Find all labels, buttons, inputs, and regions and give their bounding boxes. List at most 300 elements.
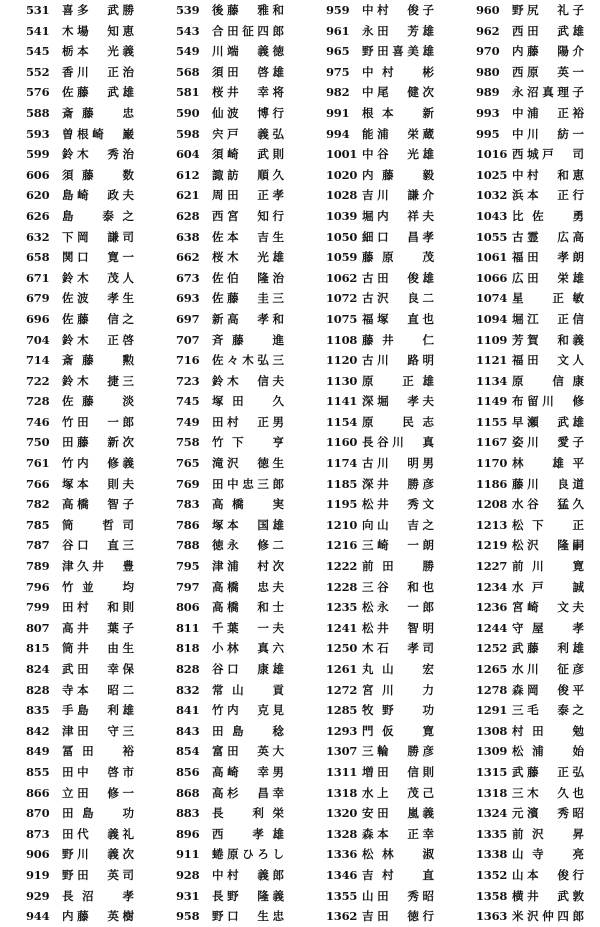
- entry-number: 928: [176, 867, 200, 882]
- entry-number: 962: [476, 23, 500, 38]
- entry-name: 内藤 陽介: [512, 44, 584, 59]
- list-item: [300, 124, 450, 145]
- list-item: [300, 659, 450, 680]
- entry-name: 長沼 孝: [62, 888, 134, 903]
- entry-name: 武藤 利雄: [512, 641, 584, 656]
- list-item: [0, 618, 150, 639]
- list-item: [300, 515, 450, 536]
- entry-name: 田中 啓市: [62, 764, 134, 779]
- entry-number: 626: [26, 208, 50, 223]
- entry-name: 島 泰之: [62, 208, 134, 223]
- list-item: [450, 659, 600, 680]
- list-item: [0, 577, 150, 598]
- entry-number: 552: [26, 64, 50, 79]
- list-item: [0, 597, 150, 618]
- entry-number: 1134: [476, 373, 508, 388]
- list-item: [300, 0, 450, 21]
- entry-number: 835: [26, 703, 50, 718]
- entry-number: 1320: [326, 806, 358, 821]
- entry-name: 星 正敏: [512, 291, 584, 306]
- entry-name: 高橋 実: [212, 497, 284, 512]
- entry-number: 1311: [326, 764, 358, 779]
- entry-name: 西田 武雄: [512, 23, 584, 38]
- entry-name: 佐本 吉生: [212, 229, 284, 244]
- entry-name: 横井 武敦: [512, 888, 584, 903]
- list-item: [300, 41, 450, 62]
- list-item: [450, 865, 600, 886]
- entry-name: 宍戸 義弘: [212, 126, 284, 141]
- list-item: [300, 741, 450, 762]
- list-item: [450, 391, 600, 412]
- entry-name: 増田 信則: [362, 764, 434, 779]
- list-item: [0, 185, 150, 206]
- entry-number: 1346: [326, 867, 358, 882]
- entry-name: 深井 勝彦: [362, 476, 434, 491]
- entry-number: 1222: [326, 559, 358, 574]
- list-item: [0, 124, 150, 145]
- entry-name: 周田 正孝: [212, 188, 284, 203]
- entry-name: 高橋 忠夫: [212, 579, 284, 594]
- entry-number: 797: [176, 579, 200, 594]
- entry-number: 1285: [326, 703, 358, 718]
- entry-name: 須田 啓雄: [212, 64, 284, 79]
- entry-number: 991: [326, 105, 350, 120]
- list-item: [0, 288, 150, 309]
- entry-name: 野口 生忠: [212, 909, 284, 924]
- entry-number: 1236: [476, 600, 508, 615]
- entry-name: 堀江 正信: [512, 311, 584, 326]
- list-item: [450, 906, 600, 927]
- entry-number: 1216: [326, 538, 358, 553]
- entry-number: 788: [176, 538, 200, 553]
- entry-name: 下岡 謙司: [62, 229, 134, 244]
- list-item: [450, 494, 600, 515]
- list-item: [450, 21, 600, 42]
- entry-name: 比佐 勇: [512, 208, 584, 223]
- entry-name: 須崎 武則: [212, 147, 284, 162]
- entry-name: 吉川 謙介: [362, 188, 434, 203]
- list-item: [450, 330, 600, 351]
- entry-name: 森本 正幸: [362, 826, 434, 841]
- list-item: [150, 721, 300, 742]
- list-item: [150, 803, 300, 824]
- list-item: [450, 432, 600, 453]
- entry-number: 1072: [326, 291, 358, 306]
- entry-number: 1032: [476, 188, 508, 203]
- entry-number: 749: [176, 414, 200, 429]
- entry-number: 1208: [476, 497, 508, 512]
- list-item: [300, 206, 450, 227]
- list-item: [150, 124, 300, 145]
- entry-name: 長野 隆義: [212, 888, 284, 903]
- list-item: [300, 886, 450, 907]
- entry-name: 谷口 直三: [62, 538, 134, 553]
- list-item: [150, 371, 300, 392]
- entry-name: 松下 正: [512, 517, 584, 532]
- entry-name: 内藤 毅: [362, 167, 434, 182]
- entry-name: 富田 英大: [212, 744, 284, 759]
- entry-number: 545: [26, 44, 50, 59]
- list-item: [300, 844, 450, 865]
- entry-number: 761: [26, 456, 50, 471]
- list-item: [0, 556, 150, 577]
- entry-number: 807: [26, 620, 50, 635]
- list-item: [0, 432, 150, 453]
- list-item: [450, 0, 600, 21]
- entry-name: 古霊 広高: [512, 229, 584, 244]
- entry-number: 1227: [476, 559, 508, 574]
- entry-number: 1318: [476, 785, 508, 800]
- list-item: [150, 680, 300, 701]
- entry-number: 1149: [476, 394, 508, 409]
- list-item: [0, 62, 150, 83]
- entry-name: 高崎 幸男: [212, 764, 284, 779]
- list-item: [300, 535, 450, 556]
- list-item: [300, 391, 450, 412]
- entry-number: 673: [176, 270, 200, 285]
- entry-number: 982: [326, 85, 350, 100]
- entry-name: 芳賀 和義: [512, 332, 584, 347]
- list-item: [450, 783, 600, 804]
- entry-name: 中尾 健次: [362, 85, 434, 100]
- entry-number: 1336: [326, 847, 358, 862]
- list-item: [300, 21, 450, 42]
- list-item: [300, 494, 450, 515]
- list-item: [450, 577, 600, 598]
- list-item: [150, 82, 300, 103]
- list-item: [450, 803, 600, 824]
- entry-name: 松林 淑: [362, 847, 434, 862]
- entry-number: 1167: [476, 435, 508, 450]
- list-item: [300, 577, 450, 598]
- entry-number: 868: [176, 785, 200, 800]
- entry-name: 佐伯 隆治: [212, 270, 284, 285]
- list-item: [450, 185, 600, 206]
- entry-number: 1307: [326, 744, 358, 759]
- entry-name: 村田 勉: [512, 723, 584, 738]
- entry-name: 永沼真理子: [512, 85, 584, 100]
- entry-name: 高橋 和士: [212, 600, 284, 615]
- entry-name: 原 正雄: [362, 373, 434, 388]
- list-item: [300, 474, 450, 495]
- entry-name: 津久井 豊: [62, 559, 134, 574]
- entry-number: 994: [326, 126, 350, 141]
- entry-number: 1155: [476, 414, 508, 429]
- list-column-4: [450, 0, 600, 927]
- entry-number: 1261: [326, 662, 358, 676]
- entry-name: 守屋 孝: [512, 620, 584, 635]
- entry-name: 堀内 祥夫: [362, 208, 434, 223]
- entry-name: 原 民志: [362, 414, 434, 429]
- list-item: [300, 824, 450, 845]
- entry-number: 696: [26, 311, 50, 326]
- list-item: [450, 144, 600, 165]
- entry-name: 前田 勝: [362, 559, 434, 574]
- entry-number: 1235: [326, 600, 358, 615]
- entry-number: 769: [176, 476, 200, 491]
- entry-number: 1061: [476, 250, 508, 265]
- list-item: [300, 412, 450, 433]
- list-item: [0, 700, 150, 721]
- entry-name: 栃本 光義: [62, 44, 134, 59]
- entry-number: 576: [26, 85, 50, 100]
- entry-number: 716: [176, 353, 200, 368]
- entry-number: 593: [26, 126, 50, 141]
- entry-number: 856: [176, 764, 200, 779]
- list-item: [0, 21, 150, 42]
- entry-name: 松沢 隆嗣: [512, 538, 584, 553]
- list-item: [450, 288, 600, 309]
- entry-number: 1328: [326, 826, 358, 841]
- entry-name: 寺本 昭二: [62, 682, 134, 697]
- entry-number: 911: [176, 847, 200, 862]
- list-item: [0, 41, 150, 62]
- entry-number: 1362: [326, 909, 358, 924]
- entry-number: 965: [326, 44, 350, 59]
- list-item: [300, 597, 450, 618]
- list-item: [0, 803, 150, 824]
- entry-number: 1228: [326, 579, 358, 594]
- list-item: [300, 185, 450, 206]
- entry-number: 541: [26, 23, 50, 38]
- entry-name: 安田 嵐義: [362, 806, 434, 821]
- entry-number: 796: [26, 579, 50, 594]
- entry-name: 島崎 政夫: [62, 188, 134, 203]
- entry-name: 西城戸 司: [512, 147, 584, 162]
- list-item: [450, 268, 600, 289]
- list-item: [450, 41, 600, 62]
- list-item: [300, 906, 450, 927]
- entry-number: 896: [176, 826, 200, 841]
- list-item: [150, 906, 300, 927]
- list-item: [0, 906, 150, 927]
- entry-name: 三毛 泰之: [512, 703, 584, 718]
- entry-name: 谷口 康雄: [212, 662, 284, 676]
- entry-number: 693: [176, 291, 200, 306]
- entry-number: 1318: [326, 785, 358, 800]
- list-item: [0, 0, 150, 21]
- entry-number: 1293: [326, 723, 358, 738]
- entry-number: 1043: [476, 208, 508, 223]
- list-item: [150, 268, 300, 289]
- list-item: [0, 535, 150, 556]
- entry-number: 919: [26, 867, 50, 882]
- list-item: [150, 185, 300, 206]
- list-item: [450, 556, 600, 577]
- list-item: [150, 844, 300, 865]
- list-item: [450, 227, 600, 248]
- list-item: [150, 618, 300, 639]
- list-item: [300, 309, 450, 330]
- entry-number: 811: [176, 620, 200, 635]
- list-item: [0, 783, 150, 804]
- entry-number: 989: [476, 85, 500, 100]
- entry-name: 諏訪 順久: [212, 167, 284, 182]
- list-item: [0, 638, 150, 659]
- entry-name: 水谷 猛久: [512, 497, 584, 512]
- entry-number: 815: [26, 641, 50, 656]
- entry-name: 藤井 仁: [362, 332, 434, 347]
- list-item: [300, 453, 450, 474]
- entry-number: 758: [176, 435, 200, 450]
- list-item: [0, 741, 150, 762]
- list-item: [150, 330, 300, 351]
- entry-number: 799: [26, 600, 50, 615]
- entry-number: 995: [476, 126, 500, 141]
- entry-number: 783: [176, 497, 200, 512]
- list-item: [300, 227, 450, 248]
- list-item: [0, 206, 150, 227]
- entry-number: 786: [176, 517, 200, 532]
- entry-number: 841: [176, 703, 200, 718]
- entry-number: 824: [26, 662, 50, 676]
- list-item: [300, 783, 450, 804]
- list-item: [450, 741, 600, 762]
- entry-name: 竹田 一郎: [62, 414, 134, 429]
- entry-number: 620: [26, 188, 50, 203]
- list-item: [150, 309, 300, 330]
- list-item: [0, 144, 150, 165]
- entry-number: 1352: [476, 867, 508, 882]
- list-item: [150, 597, 300, 618]
- entry-name: 西宮 知行: [212, 208, 284, 223]
- entry-name: 森岡 俊平: [512, 682, 584, 697]
- entry-name: 曽根崎 巌: [62, 126, 134, 141]
- entry-name: 中村 彬: [362, 64, 434, 79]
- list-item: [150, 535, 300, 556]
- entry-name: 香川 正治: [62, 64, 134, 79]
- entry-number: 1028: [326, 188, 358, 203]
- entry-name: 水川 征彦: [512, 662, 584, 676]
- list-item: [450, 515, 600, 536]
- entry-name: 筒 哲司: [62, 517, 134, 532]
- entry-name: 中村 和恵: [512, 167, 584, 182]
- entry-number: 707: [176, 332, 200, 347]
- entry-number: 1355: [326, 888, 358, 903]
- entry-number: 828: [26, 682, 50, 697]
- list-item: [450, 597, 600, 618]
- entry-number: 1016: [476, 147, 508, 162]
- entry-name: 米沢仲四郎: [512, 909, 584, 924]
- list-item: [450, 638, 600, 659]
- entry-name: 丸山 宏: [362, 662, 434, 676]
- list-item: [0, 82, 150, 103]
- entry-name: 竹内 克見: [212, 703, 284, 718]
- entry-name: 斎藤 勲: [62, 353, 134, 368]
- list-item: [450, 62, 600, 83]
- list-item: [0, 309, 150, 330]
- entry-number: 1210: [326, 517, 358, 532]
- list-item: [150, 783, 300, 804]
- list-item: [150, 103, 300, 124]
- entry-number: 1001: [326, 147, 358, 162]
- list-item: [450, 844, 600, 865]
- list-item: [0, 824, 150, 845]
- entry-name: 古田 俊雄: [362, 270, 434, 285]
- entry-number: 588: [26, 105, 50, 120]
- entry-number: 621: [176, 188, 200, 203]
- entry-number: 1160: [326, 435, 358, 450]
- entry-name: 野田 英司: [62, 867, 134, 882]
- entry-number: 787: [26, 538, 50, 553]
- entry-name: 藤原 茂: [362, 250, 434, 265]
- entry-number: 549: [176, 44, 200, 59]
- entry-name: 吉田 徳行: [362, 909, 434, 924]
- list-item: [150, 659, 300, 680]
- list-item: [450, 206, 600, 227]
- entry-name: 松井 秀文: [362, 497, 434, 512]
- entry-name: 常山 貢: [212, 682, 284, 697]
- list-item: [300, 62, 450, 83]
- list-item: [450, 474, 600, 495]
- entry-number: 1130: [326, 373, 358, 388]
- entry-name: 塚本 国雄: [212, 517, 284, 532]
- list-item: [150, 700, 300, 721]
- entry-name: 合田征四郎: [212, 23, 284, 38]
- entry-name: 三崎 一朗: [362, 538, 434, 553]
- list-item: [0, 886, 150, 907]
- entry-name: 高井 葉子: [62, 620, 134, 635]
- list-item: [450, 350, 600, 371]
- entry-number: 599: [26, 147, 50, 162]
- entry-name: 山本 俊行: [512, 867, 584, 882]
- entry-number: 1050: [326, 229, 358, 244]
- entry-name: 田村 正男: [212, 414, 284, 429]
- entry-number: 993: [476, 105, 500, 120]
- entry-name: 高杉 昌幸: [212, 785, 284, 800]
- entry-number: 1278: [476, 682, 508, 697]
- list-item: [450, 124, 600, 145]
- list-item: [0, 762, 150, 783]
- entry-name: 竹内 修義: [62, 456, 134, 471]
- list-item: [300, 721, 450, 742]
- list-item: [0, 371, 150, 392]
- list-item: [450, 165, 600, 186]
- list-item: [300, 165, 450, 186]
- list-item: [150, 227, 300, 248]
- entry-name: 松永 一郎: [362, 600, 434, 615]
- entry-name: 西 孝雄: [212, 826, 284, 841]
- entry-number: 818: [176, 641, 200, 656]
- list-item: [300, 865, 450, 886]
- entry-number: 1358: [476, 888, 508, 903]
- list-item: [450, 824, 600, 845]
- list-item: [150, 638, 300, 659]
- list-item: [0, 165, 150, 186]
- entry-number: 1324: [476, 806, 508, 821]
- list-item: [300, 268, 450, 289]
- entry-name: 鈴木 正啓: [62, 332, 134, 347]
- entry-name: 鈴木 捷三: [62, 373, 134, 388]
- entry-name: 元濱 秀昭: [512, 806, 584, 821]
- entry-number: 1020: [326, 167, 358, 182]
- entry-name: 筒井 由生: [62, 641, 134, 656]
- list-item: [0, 350, 150, 371]
- list-item: [150, 494, 300, 515]
- entry-number: 832: [176, 682, 200, 697]
- entry-number: 782: [26, 497, 50, 512]
- list-item: [150, 62, 300, 83]
- entry-number: 970: [476, 44, 500, 59]
- entry-number: 842: [26, 723, 50, 738]
- list-item: [300, 638, 450, 659]
- list-item: [450, 535, 600, 556]
- entry-name: 山田 秀昭: [362, 888, 434, 903]
- entry-name: 高橋 智子: [62, 497, 134, 512]
- entry-number: 873: [26, 826, 50, 841]
- entry-number: 628: [176, 208, 200, 223]
- entry-name: 関口 寛一: [62, 250, 134, 265]
